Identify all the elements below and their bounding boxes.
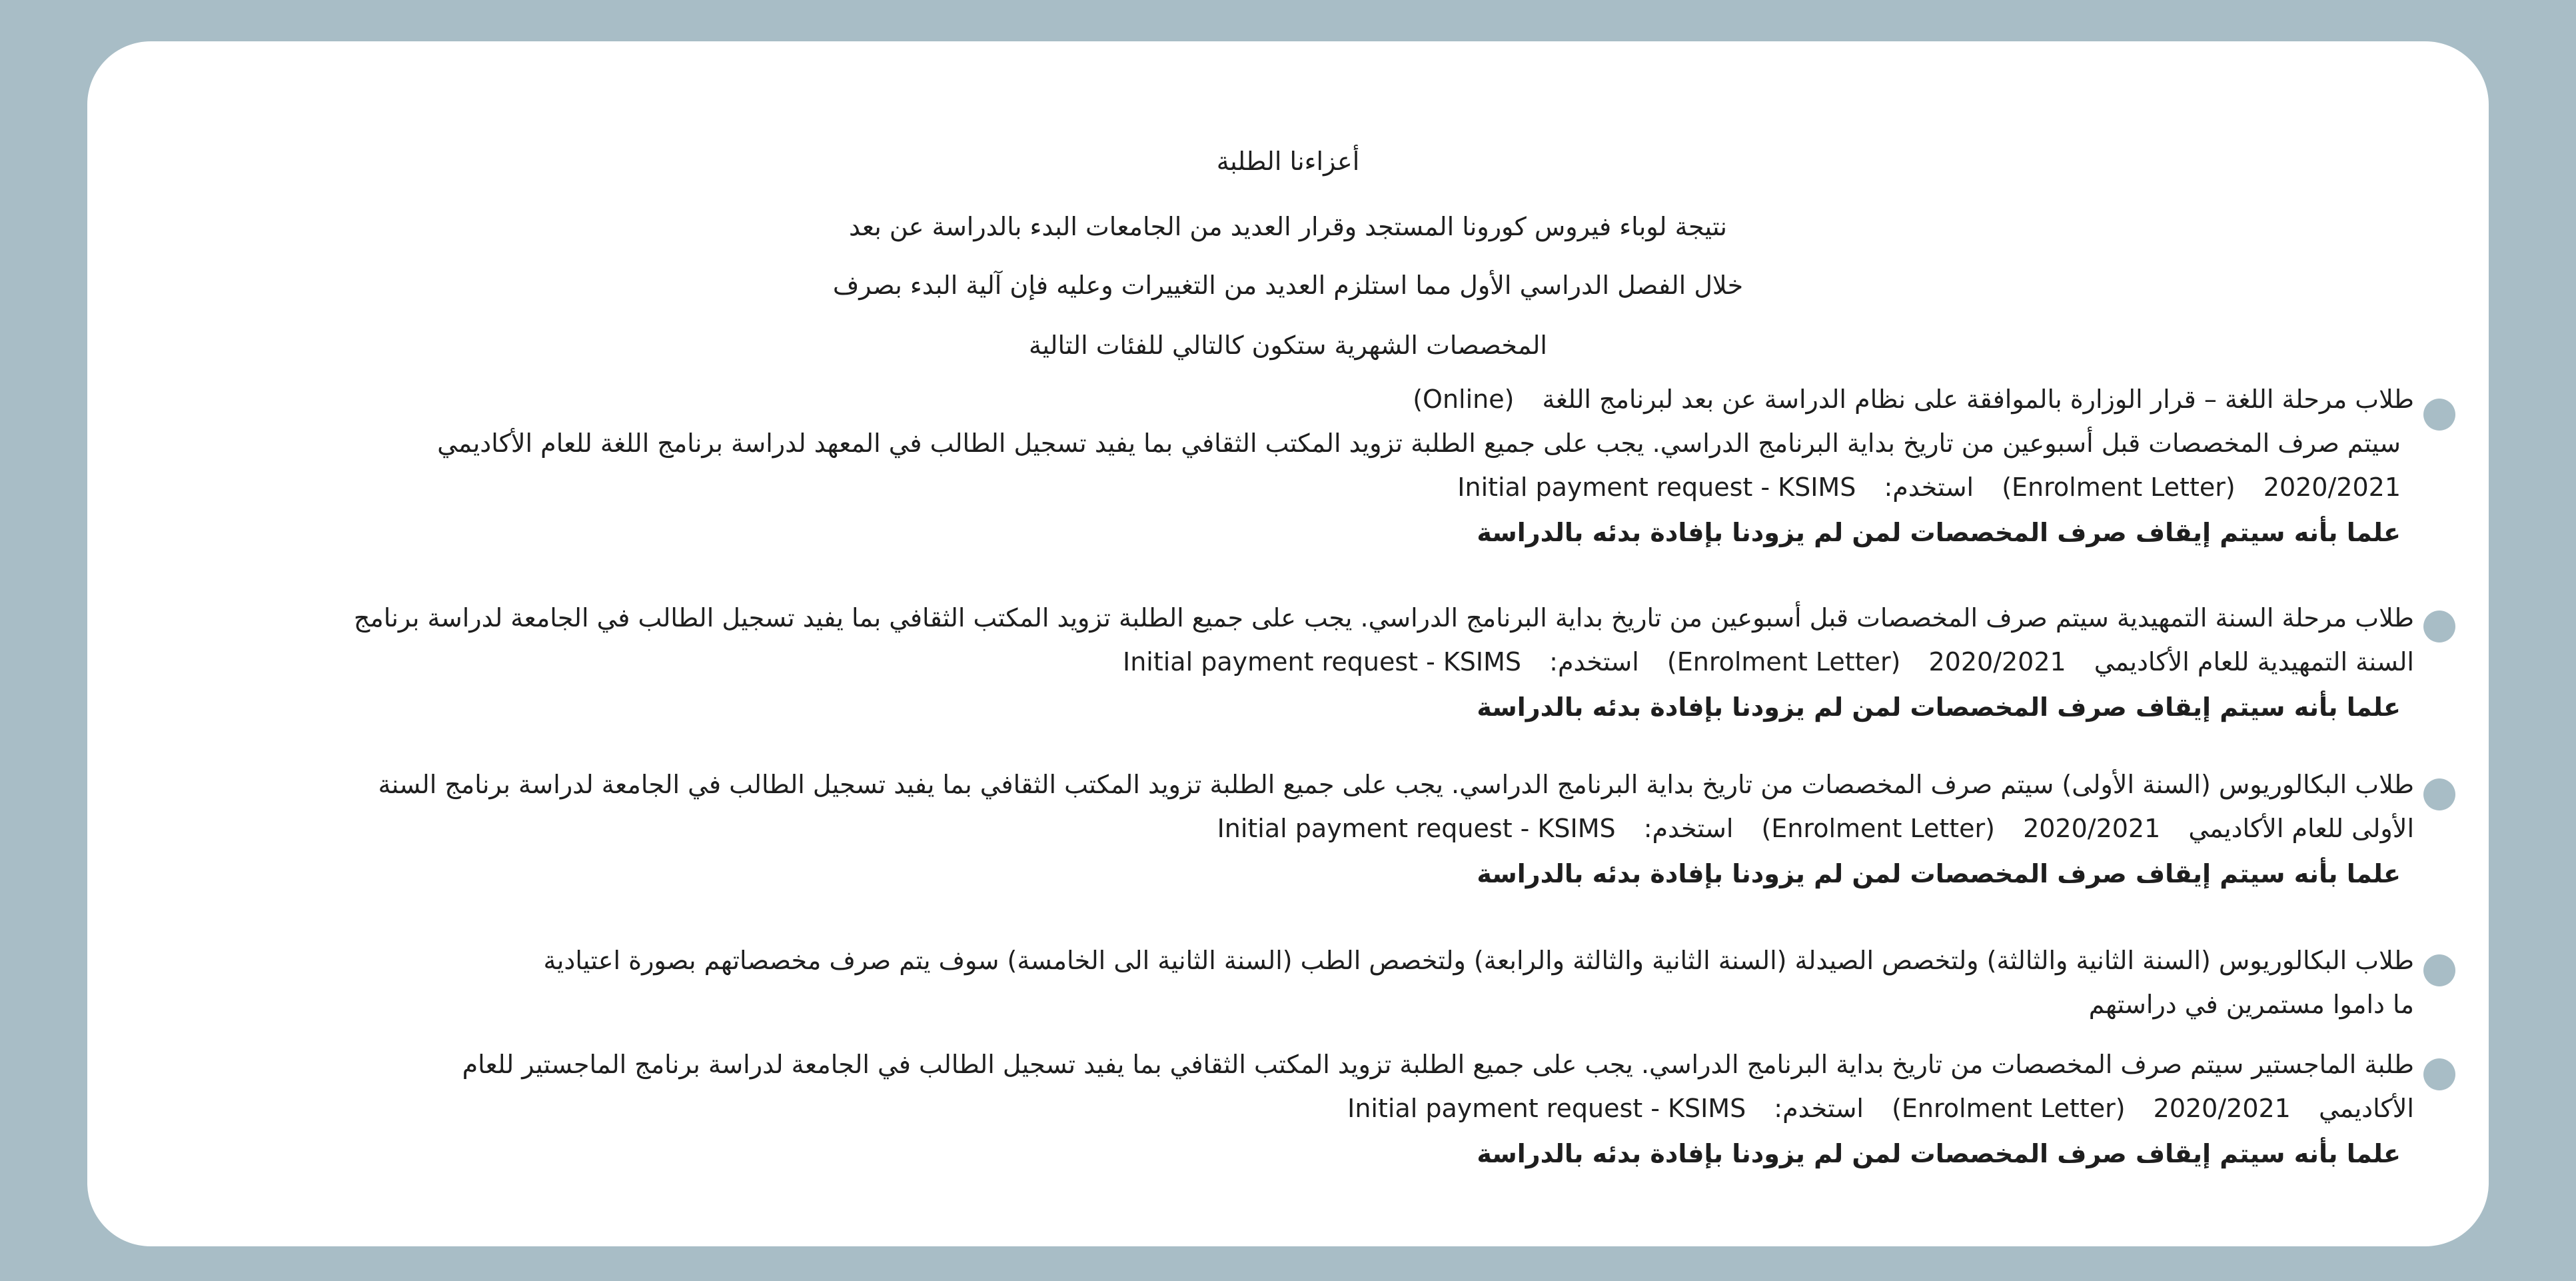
- bullet-icon: [2423, 399, 2455, 431]
- list-item-bachelor-first-year: [378, 762, 2455, 897]
- item-line-1: طلبة الماجستير سيتم صرف المخصصات من تاريخ بداية البرنامج الدراسي. يجب على جميع الطلبة تزويد المكتب الثقافي بما يفيد تسجيل الطالب في الجامعة لدراسة برنامج الماجستير للعام: [462, 1050, 2414, 1079]
- payment-request-text: Initial payment request - KSIMS: [1347, 1094, 1746, 1123]
- payment-request-text: Initial payment request - KSIMS: [1217, 814, 1616, 843]
- list-item-masters: [462, 1042, 2455, 1177]
- intro-line-1: نتيجة لوباء فيروس كورونا المستجد وقرار العديد من الجامعات البدء بالدراسة عن بعد: [848, 212, 1727, 241]
- item-line-2: [437, 465, 2401, 509]
- bullet-icon: [2423, 778, 2455, 810]
- announcement-card: [87, 41, 2489, 1246]
- year-text: 2020/2021: [1928, 647, 2066, 676]
- payment-request-text: Initial payment request - KSIMS: [1122, 647, 1522, 676]
- item-line-1: طلاب البكالوريوس (السنة الأولى) سيتم صرف المخصصات من تاريخ بداية البرنامج الدراسي. يجب على جميع الطلبة تزويد المكتب الثقافي بما يفيد تسجيل الطالب في الجامعة لدراسة برنامج السنة: [378, 770, 2414, 799]
- item-note: علما بأنه سيتم إيقاف صرف المخصصات لمن لم يزودنا بإفادة بدئه بالدراسة: [1477, 692, 2401, 722]
- enrolment-letter-text: (Enrolment Letter): [2002, 473, 2236, 502]
- bullet-icon: [2423, 954, 2455, 986]
- enrolment-letter-text: (Enrolment Letter): [1892, 1094, 2126, 1123]
- bullet-icon: [2423, 611, 2455, 642]
- item-line-1: سيتم صرف المخصصات قبل أسبوعين من تاريخ بداية البرنامج الدراسي. يجب على جميع الطلبة تزويد المكتب الثقافي بما يفيد تسجيل الطالب في المعهد لدراسة برنامج اللغة للعام الأكاديمي: [437, 429, 2401, 458]
- item-line-1: طلاب مرحلة السنة التمهيدية سيتم صرف المخصصات قبل أسبوعين من تاريخ بداية البرنامج الدراسي. يجب على جميع الطلبة تزويد المكتب الثقافي بما يفيد تسجيل الطالب في الجامعة لدراسة برنامج: [353, 603, 2414, 633]
- use-label: استخدم:: [1774, 1094, 1864, 1123]
- item-heading: طلاب مرحلة اللغة – قرار الوزارة بالموافقة على نظام الدراسة عن بعد لبرنامج اللغة (Online): [1413, 385, 2414, 414]
- item-line-2: السنة التمهيدية للعام الأكاديمي 2020/2021 (Enrolment Letter) استخدم: Initial payment request - KSIMS: [1122, 647, 2414, 676]
- enrolment-letter-text: (Enrolment Letter): [1666, 647, 1901, 676]
- list-item-language: [437, 377, 2455, 556]
- item-note: علما بأنه سيتم إيقاف صرف المخصصات لمن لم يزودنا بإفادة بدئه بالدراسة: [1477, 518, 2401, 547]
- use-label: استخدم:: [1549, 647, 1639, 676]
- item-note: علما بأنه سيتم إيقاف صرف المخصصات لمن لم يزودنا بإفادة بدئه بالدراسة: [1477, 859, 2401, 888]
- use-label: استخدم:: [1643, 814, 1734, 843]
- enrolment-letter-text: (Enrolment Letter): [1761, 814, 1995, 843]
- intro-greeting: أعزاءنا الطلبة: [1216, 147, 1360, 176]
- intro-line-2: خلال الفصل الدراسي الأول مما استلزم العديد من التغييرات وعليه فإن آلية البدء بصرف: [832, 271, 1744, 300]
- bullet-icon: [2423, 1058, 2455, 1090]
- item-line-2: الأكاديمي 2020/2021 (Enrolment Letter) استخدم: Initial payment request - KSIMS: [1347, 1094, 2414, 1123]
- item-note: علما بأنه سيتم إيقاف صرف المخصصات لمن لم يزودنا بإفادة بدئه بالدراسة: [1477, 1139, 2401, 1168]
- online-tag: (Online): [1413, 385, 1515, 414]
- list-item-bachelor-later-years: [543, 938, 2455, 1026]
- use-label: استخدم:: [1884, 473, 1974, 502]
- item-line-2: الأولى للعام الأكاديمي 2020/2021 (Enrolment Letter) استخدم: Initial payment request - KSIMS: [1217, 814, 2414, 843]
- year-text: 2020/2021: [2023, 814, 2161, 843]
- intro-line-3: المخصصات الشهرية ستكون كالتالي للفئات التالية: [1029, 331, 1547, 360]
- year-text: 2020/2021: [2263, 473, 2401, 502]
- list-item-foundation: [354, 596, 2455, 730]
- item-line-2: ما داموا مستمرين في دراستهم: [2088, 990, 2414, 1019]
- item-line-1: طلاب البكالوريوس (السنة الثانية والثالثة) ولتخصص الصيدلة (السنة الثانية والثالثة والرابعة) ولتخصص الطب (السنة الثانية الى الخامسة) سوف يتم صرف مخصصاتهم بصورة اعتيادية: [543, 946, 2414, 975]
- year-text: 2020/2021: [2153, 1094, 2291, 1123]
- payment-request-text: Initial payment request - KSIMS: [1457, 473, 1856, 502]
